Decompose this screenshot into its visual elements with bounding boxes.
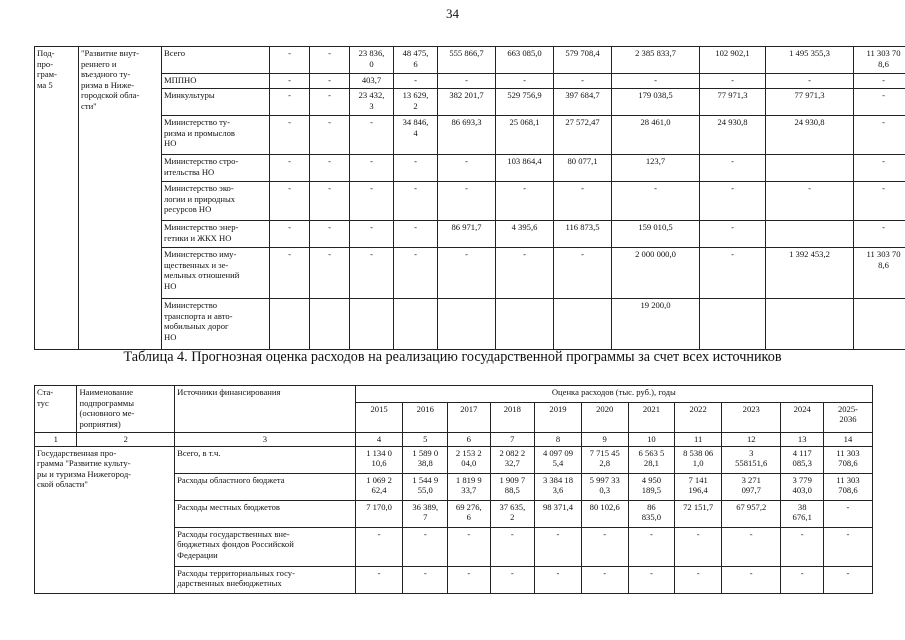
value-cell: - — [270, 248, 310, 299]
value-cell: 7 170,0 — [355, 500, 403, 527]
value-cell: 86 693,3 — [438, 116, 496, 155]
value-cell: 1 819 9 33,7 — [448, 473, 490, 500]
year-header: 2025- 2036 — [823, 402, 872, 432]
value-cell: - — [438, 182, 496, 221]
value-cell: - — [394, 182, 438, 221]
source-cell: Министерство иму- щественных и зе- мельных отношений НО — [162, 248, 270, 299]
value-cell: - — [766, 74, 854, 89]
value-cell: 36 389, 7 — [403, 500, 448, 527]
value-cell: 98 371,4 — [535, 500, 582, 527]
value-cell: - — [394, 155, 438, 182]
value-cell: - — [612, 74, 700, 89]
value-cell: 2 000 000,0 — [612, 248, 700, 299]
value-cell: 34 846, 4 — [394, 116, 438, 155]
value-cell: 7 141 196,4 — [675, 473, 722, 500]
value-cell: 2 385 833,7 — [612, 47, 700, 74]
table-row — [35, 74, 905, 89]
subprogram-cell: "Развитие внут- реннего и въездного ту- ризма в Ниже- городской обла- сти" — [79, 47, 162, 350]
value-cell: - — [781, 527, 823, 566]
value-cell: - — [270, 116, 310, 155]
source-cell: Расходы местных бюджетов — [175, 500, 356, 527]
value-cell: - — [394, 74, 438, 89]
source-cell: Министерство энер- гетики и ЖКХ НО — [162, 221, 270, 248]
value-cell — [854, 299, 905, 350]
value-cell: - — [490, 566, 535, 593]
value-cell: - — [700, 155, 766, 182]
header-status: Ста- тус — [35, 386, 77, 433]
value-cell — [394, 299, 438, 350]
value-cell: - — [438, 74, 496, 89]
source-cell: Всего, в т.ч. — [175, 446, 356, 473]
value-cell: - — [270, 47, 310, 74]
year-header: 2019 — [535, 402, 582, 432]
value-cell: - — [270, 155, 310, 182]
table-row — [35, 116, 905, 155]
column-numbers-row — [35, 433, 873, 447]
value-cell: 1 392 453,2 — [766, 248, 854, 299]
table-row — [35, 221, 905, 248]
header-name: Наименование подпрограммы (основного ме- роприятия) — [77, 386, 175, 433]
value-cell: 1 495 355,3 — [766, 47, 854, 74]
value-cell: - — [310, 155, 350, 182]
column-number: 11 — [675, 433, 722, 447]
year-header: 2022 — [675, 402, 722, 432]
value-cell: 11 303 708,6 — [823, 473, 872, 500]
value-cell: 2 082 2 32,7 — [490, 446, 535, 473]
header-sources: Источники финансирования — [175, 386, 356, 433]
value-cell: - — [403, 566, 448, 593]
value-cell: 4 950 189,5 — [628, 473, 675, 500]
value-cell: - — [310, 74, 350, 89]
value-cell: - — [355, 566, 403, 593]
value-cell: - — [854, 221, 905, 248]
value-cell: 28 461,0 — [612, 116, 700, 155]
table-4-caption: Таблица 4. Прогнозная оценка расходов на реализацию государственной программы за счет всех источников — [123, 349, 782, 365]
source-cell: Расходы областного бюджета — [175, 473, 356, 500]
value-cell: 48 475, 6 — [394, 47, 438, 74]
value-cell: 397 684,7 — [554, 89, 612, 116]
value-cell: - — [350, 221, 394, 248]
value-cell: - — [350, 248, 394, 299]
value-cell: 72 151,7 — [675, 500, 722, 527]
value-cell: 403,7 — [350, 74, 394, 89]
value-cell: 4 097 09 5,4 — [535, 446, 582, 473]
column-number: 1 — [35, 433, 77, 447]
source-cell: МППНО — [162, 74, 270, 89]
value-cell: - — [854, 74, 905, 89]
value-cell: - — [766, 182, 854, 221]
value-cell: - — [448, 527, 490, 566]
value-cell — [270, 299, 310, 350]
value-cell: - — [310, 47, 350, 74]
value-cell: - — [781, 566, 823, 593]
value-cell: 3 384 18 3,6 — [535, 473, 582, 500]
table-row — [35, 155, 905, 182]
value-cell — [766, 221, 854, 248]
value-cell: 1 909 7 88,5 — [490, 473, 535, 500]
value-cell: - — [535, 566, 582, 593]
value-cell: 24 930,8 — [700, 116, 766, 155]
source-cell: Министерство эко- логии и природных ресурсов НО — [162, 182, 270, 221]
value-cell: 555 866,7 — [438, 47, 496, 74]
value-cell: 86 835,0 — [628, 500, 675, 527]
value-cell: 25 068,1 — [496, 116, 554, 155]
column-number: 3 — [175, 433, 356, 447]
value-cell: 3 779 403,0 — [781, 473, 823, 500]
value-cell: - — [394, 221, 438, 248]
table-row — [35, 248, 905, 299]
value-cell: - — [823, 527, 872, 566]
value-cell: - — [823, 566, 872, 593]
column-number: 4 — [355, 433, 403, 447]
year-header: 2018 — [490, 402, 535, 432]
value-cell: 86 971,7 — [438, 221, 496, 248]
value-cell: - — [310, 89, 350, 116]
value-cell — [700, 299, 766, 350]
value-cell: - — [700, 248, 766, 299]
value-cell: - — [270, 221, 310, 248]
value-cell: - — [581, 527, 628, 566]
value-cell: 80 102,6 — [581, 500, 628, 527]
year-header: 2024 — [781, 402, 823, 432]
value-cell: - — [554, 248, 612, 299]
table-row — [35, 89, 905, 116]
value-cell: - — [675, 566, 722, 593]
value-cell — [496, 299, 554, 350]
value-cell: - — [438, 155, 496, 182]
table-row — [35, 446, 873, 473]
value-cell: 11 303 70 8,6 — [854, 47, 905, 74]
column-number: 13 — [781, 433, 823, 447]
year-header: 2015 — [355, 402, 403, 432]
value-cell: - — [700, 74, 766, 89]
column-number: 2 — [77, 433, 175, 447]
value-cell: 4 395,6 — [496, 221, 554, 248]
value-cell: - — [554, 182, 612, 221]
value-cell: 27 572,47 — [554, 116, 612, 155]
value-cell: - — [270, 182, 310, 221]
value-cell: - — [628, 566, 675, 593]
source-cell: Расходы государственных вне- бюджетных фондов Российской Федерации — [175, 527, 356, 566]
value-cell: 38 676,1 — [781, 500, 823, 527]
year-header: 2020 — [581, 402, 628, 432]
value-cell — [554, 299, 612, 350]
value-cell: 1 069 2 62,4 — [355, 473, 403, 500]
year-header: 2021 — [628, 402, 675, 432]
program-status-cell: Государственная про- грамма "Развитие культу- ры и туризма Нижегород- ской области" — [35, 446, 175, 593]
value-cell: 529 756,9 — [496, 89, 554, 116]
value-cell: - — [496, 248, 554, 299]
value-cell: - — [496, 182, 554, 221]
value-cell — [766, 155, 854, 182]
value-cell — [350, 299, 394, 350]
column-number: 12 — [722, 433, 781, 447]
value-cell: 159 010,5 — [612, 221, 700, 248]
year-header: 2023 — [722, 402, 781, 432]
column-number: 7 — [490, 433, 535, 447]
status-cell: Под- про- грам- ма 5 — [35, 47, 79, 350]
value-cell: - — [394, 248, 438, 299]
value-cell: 6 563 5 28,1 — [628, 446, 675, 473]
value-cell: - — [310, 248, 350, 299]
table-row — [35, 299, 905, 350]
source-cell: Министерство транспорта и авто- мобильных дорог НО — [162, 299, 270, 350]
value-cell: - — [675, 527, 722, 566]
table-row — [35, 47, 905, 74]
source-cell: Министерство стро- ительства НО — [162, 155, 270, 182]
value-cell: - — [581, 566, 628, 593]
value-cell: 123,7 — [612, 155, 700, 182]
source-cell: Минкультуры — [162, 89, 270, 116]
value-cell: 1 589 0 38,8 — [403, 446, 448, 473]
value-cell: - — [350, 116, 394, 155]
table-4 — [34, 385, 873, 594]
column-number: 14 — [823, 433, 872, 447]
value-cell: 179 038,5 — [612, 89, 700, 116]
value-cell: 80 077,1 — [554, 155, 612, 182]
value-cell: 5 997 33 0,3 — [581, 473, 628, 500]
value-cell: - — [350, 182, 394, 221]
value-cell: 11 303 70 8,6 — [854, 248, 905, 299]
value-cell: 382 201,7 — [438, 89, 496, 116]
value-cell: 13 629, 2 — [394, 89, 438, 116]
column-number: 5 — [403, 433, 448, 447]
value-cell: 19 200,0 — [612, 299, 700, 350]
value-cell: 23 836, 0 — [350, 47, 394, 74]
value-cell: - — [700, 221, 766, 248]
value-cell: 102 902,1 — [700, 47, 766, 74]
value-cell: - — [535, 527, 582, 566]
value-cell: - — [854, 89, 905, 116]
value-cell — [766, 299, 854, 350]
value-cell: - — [438, 248, 496, 299]
value-cell: 77 971,3 — [700, 89, 766, 116]
header-estimate: Оценка расходов (тыс. руб.), годы — [355, 386, 872, 403]
value-cell: 7 715 45 2,8 — [581, 446, 628, 473]
value-cell: 77 971,3 — [766, 89, 854, 116]
value-cell: 23 432, 3 — [350, 89, 394, 116]
value-cell: 3 558151,6 — [722, 446, 781, 473]
value-cell: 1 134 0 10,6 — [355, 446, 403, 473]
value-cell: - — [310, 182, 350, 221]
value-cell: 2 153 2 04,0 — [448, 446, 490, 473]
value-cell: - — [628, 527, 675, 566]
column-number: 9 — [581, 433, 628, 447]
value-cell: - — [270, 74, 310, 89]
column-number: 10 — [628, 433, 675, 447]
column-number: 6 — [448, 433, 490, 447]
source-cell: Министерство ту- ризма и промыслов НО — [162, 116, 270, 155]
value-cell: 69 276, 6 — [448, 500, 490, 527]
value-cell: - — [403, 527, 448, 566]
column-number: 8 — [535, 433, 582, 447]
value-cell: 37 635, 2 — [490, 500, 535, 527]
value-cell: - — [722, 566, 781, 593]
value-cell: 1 544 9 55,0 — [403, 473, 448, 500]
value-cell: - — [722, 527, 781, 566]
value-cell: - — [270, 89, 310, 116]
value-cell: 11 303 708,6 — [823, 446, 872, 473]
value-cell: - — [854, 155, 905, 182]
value-cell: - — [355, 527, 403, 566]
value-cell: - — [350, 155, 394, 182]
value-cell: - — [612, 182, 700, 221]
value-cell: - — [554, 74, 612, 89]
value-cell: - — [310, 221, 350, 248]
value-cell: - — [448, 566, 490, 593]
value-cell: - — [700, 182, 766, 221]
value-cell: 663 085,0 — [496, 47, 554, 74]
value-cell: - — [823, 500, 872, 527]
value-cell — [310, 299, 350, 350]
value-cell: - — [310, 116, 350, 155]
value-cell: - — [496, 74, 554, 89]
year-header: 2017 — [448, 402, 490, 432]
value-cell — [438, 299, 496, 350]
value-cell: - — [490, 527, 535, 566]
source-cell: Расходы территориальных госу- дарственных внебюджетных — [175, 566, 356, 593]
subprogram-5-table — [34, 46, 905, 350]
table-row — [35, 182, 905, 221]
value-cell: 579 708,4 — [554, 47, 612, 74]
value-cell: 3 271 097,7 — [722, 473, 781, 500]
year-header: 2016 — [403, 402, 448, 432]
value-cell: - — [854, 116, 905, 155]
value-cell: 116 873,5 — [554, 221, 612, 248]
value-cell: 67 957,2 — [722, 500, 781, 527]
value-cell: 103 864,4 — [496, 155, 554, 182]
header-row — [35, 386, 873, 403]
value-cell: - — [854, 182, 905, 221]
source-cell: Всего — [162, 47, 270, 74]
page-number: 34 — [446, 6, 459, 21]
value-cell: 24 930,8 — [766, 116, 854, 155]
value-cell: 4 117 085,3 — [781, 446, 823, 473]
value-cell: 8 538 06 1,0 — [675, 446, 722, 473]
